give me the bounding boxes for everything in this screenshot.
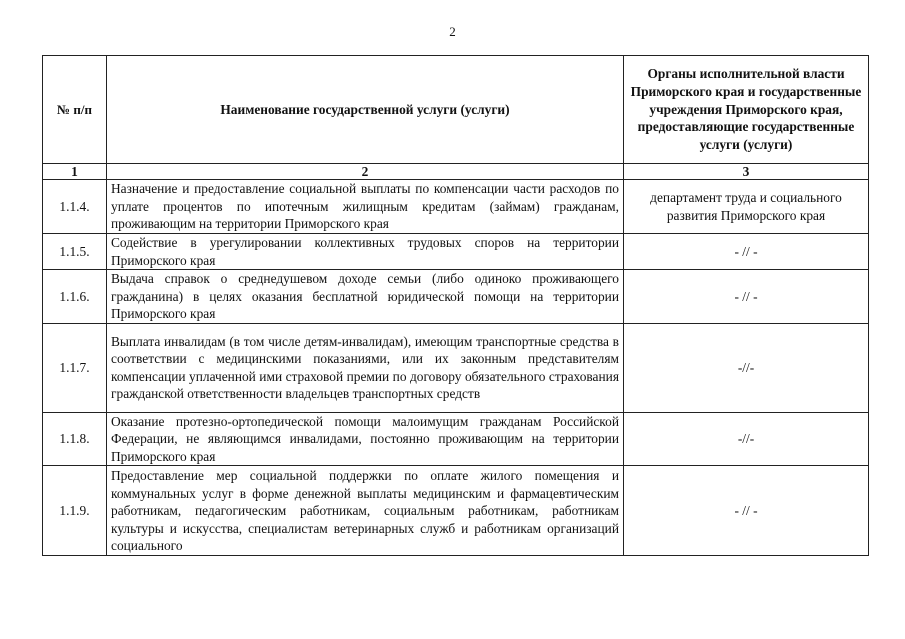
header-row (43, 56, 869, 164)
column-number: 1 (43, 164, 107, 180)
row-number: 1.1.8. (43, 412, 107, 466)
service-name: Оказание протезно-ортопедической помощи малоимущим гражданам Российской Федерации, не являющимся инвалидами, постоянно проживающим на территории Приморского края (107, 412, 624, 466)
row-number: 1.1.4. (43, 180, 107, 234)
service-name: Предоставление мер социальной поддержки по оплате жилого помещения и коммунальных услуг в форме денежной выплаты медицинским и фармацевтическим работникам, педагогическим работникам, социальным работникам, работникам культуры и искусства, специалистам ветеринарных служб и работникам организаций социального (107, 466, 624, 556)
authority-name: - // - (624, 234, 869, 270)
table-row (43, 466, 869, 556)
service-name: Выплата инвалидам (в том числе детям-инвалидам), имеющим транспортные средства в соответствии с медицинскими показаниями, или их законным представителям компенсации уплаченной ими страховой премии по договору обязательного страхования гражданской ответственности владельцев транспортных средств (107, 323, 624, 412)
authority-name: - // - (624, 270, 869, 324)
row-number: 1.1.9. (43, 466, 107, 556)
authority-name: - // - (624, 466, 869, 556)
row-number: 1.1.7. (43, 323, 107, 412)
column-number: 3 (624, 164, 869, 180)
column-number: 2 (107, 164, 624, 180)
table-row (43, 412, 869, 466)
table-row (43, 180, 869, 234)
page-number: 2 (449, 24, 456, 39)
service-name: Содействие в урегулировании коллективных трудовых споров на территории Приморского края (107, 234, 624, 270)
column-numbers-row (43, 164, 869, 180)
row-number: 1.1.5. (43, 234, 107, 270)
row-number: 1.1.6. (43, 270, 107, 324)
header-number: № п/п (43, 56, 107, 164)
authority-name: департамент труда и социального развития Приморского края (624, 180, 869, 234)
table-row (43, 323, 869, 412)
services-table (42, 55, 869, 556)
authority-name: -//- (624, 412, 869, 466)
service-name: Выдача справок о среднедушевом доходе семьи (либо одиноко проживающего гражданина) в целях оказания бесплатной юридической помощи на территории Приморского края (107, 270, 624, 324)
service-name: Назначение и предоставление социальной выплаты по компенсации части расходов по уплате процентов по ипотечным жилищным кредитам (займам) гражданам, проживающим на территории Приморского края (107, 180, 624, 234)
table-row (43, 234, 869, 270)
table-row (43, 270, 869, 324)
authority-name: -//- (624, 323, 869, 412)
header-service-name: Наименование государственной услуги (услуги) (107, 56, 624, 164)
header-authorities: Органы исполнительной власти Приморского края и государственные учреждения Приморского края, предоставляющие государственные услуги (услуги) (624, 56, 869, 164)
